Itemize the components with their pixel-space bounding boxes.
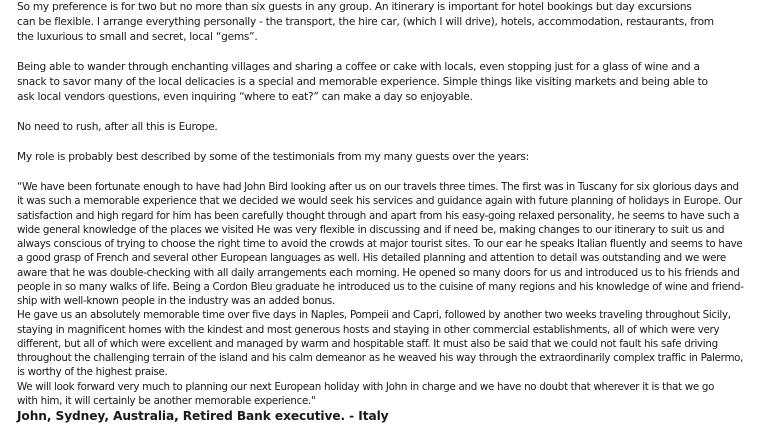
testimonial-signature: John, Sydney, Australia, Retired Bank executive. - Italy <box>17 409 389 423</box>
testimonial-line: aware that he was double-checking with all daily arrangements each morning. He opened so many doors for us and introduced us to his friends and <box>17 266 740 279</box>
testimonial-line: it was such a memorable experience that we decided we would seek his services and guidance again with future planning of holidays in Europe. Our <box>17 195 742 208</box>
document-body <box>17 0 767 424</box>
paragraph-gap <box>17 165 767 180</box>
text-line: So my preference is for two but no more than six guests in any group. An itinerary is important for hotel bookings but day excursions <box>17 1 692 13</box>
testimonial-line: with him, it will certainly be another memorable experience." <box>17 394 316 407</box>
testimonial-line: a good grasp of French and several other European languages as well. His detailed planning and attention to detail was outstanding and we were <box>17 252 726 265</box>
no-rush-paragraph: No need to rush, after all this is Europe. <box>17 121 218 133</box>
paragraph-gap <box>17 135 767 150</box>
testimonial-line: always conscious of trying to choose the right time to avoid the crowds at major tourist sites. To our ear he speaks Italian fluently and seems to have <box>17 238 743 250</box>
testimonial-line: “We have been fortunate enough to have had John Bird looking after us on our travels three times. The first was in Tuscany for six glorious days and <box>17 181 739 193</box>
testimonial-line: satisfaction and high regard for him has been carefully thought through and apart from his easy-going relaxed personality, he seems to have such a <box>17 209 740 222</box>
testimonial-line: different, but all of which were excellent and managed by warm and hospitable staff. It must also be said that we could not fault his safe driving <box>17 337 718 350</box>
wander-paragraph <box>17 60 767 105</box>
text-line: the luxurious to small and secret, local “gems”. <box>17 31 258 43</box>
paragraph-gap <box>17 105 767 120</box>
text-line: Being able to wander through enchanting villages and sharing a coffee or cake with locals, even stopping just for a glass of wine and a <box>17 61 700 73</box>
testimonial-line: wide general knowledge of the places we visited He was very flexible in discussing and if need be, making changes to our itinerary to suit us and <box>17 223 725 236</box>
text-line: snack to savor many of the local delicacies is a special and memorable experience. Simple things like visiting markets and being able to <box>17 76 708 88</box>
role-paragraph: My role is probably best described by some of the testimonials from my many guests over the years: <box>17 151 529 163</box>
testimonial-line: He gave us an absolutely memorable time over five days in Naples, Pompeii and Capri, followed by another two weeks traveling throughout Sicily, <box>17 309 731 322</box>
intro-paragraph <box>17 0 767 45</box>
paragraph-gap <box>17 45 767 60</box>
testimonial-line: We will look forward very much to planning our next European holiday with John in charge and we have no doubt that wherever it is that we go <box>17 380 715 393</box>
testimonial-block <box>17 180 767 424</box>
testimonial-line: staying in magnificent homes with the kindest and most generous hosts and staying in other commercial establishments, all of which were very <box>17 323 720 336</box>
testimonial-line: ship with well-known people in the industry was an added bonus. <box>17 295 335 307</box>
testimonial-line: is worthy of the highest praise. <box>17 366 168 379</box>
testimonial-line: people in so many walks of life. Being a Cordon Bleu graduate he introduced us to the cuisine of many regions and his knowledge of wine and friend- <box>17 280 744 293</box>
testimonial-line: throughout the challenging terrain of the island and his calm demeanor as he weaved his way through the extraordinarily complex traffic in Palermo, <box>17 352 744 364</box>
text-line: ask local vendors questions, even inquiring “where to eat?” can make a day so enjoyable. <box>17 91 473 103</box>
text-line: can be flexible. I arrange everything personally - the transport, the hire car, (which I will drive), hotels, accommodation, restaurants, from <box>17 16 714 28</box>
